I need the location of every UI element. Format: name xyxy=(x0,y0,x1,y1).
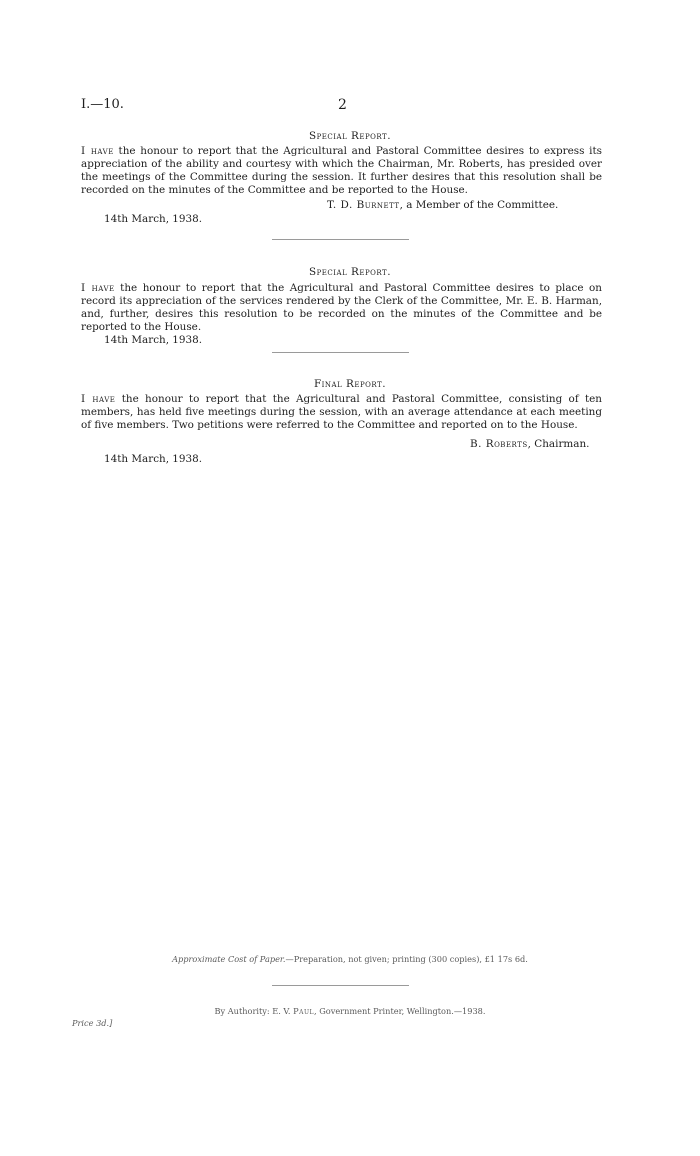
authority-prefix: By Authority: E. V. xyxy=(214,1006,294,1016)
signature-name: T. D. Burnett xyxy=(327,199,400,211)
report-text: the honour to report that the Agricultural and Pastoral Committee desires to express its appreciation of the ability and courtesy with which the Chairman, Mr. Roberts, has presided over the meetings of the Committee during the session. It further desires that this resolution shall be recorded on the minutes of the Committee and be reported to the House. xyxy=(81,145,602,196)
report-body-final xyxy=(81,393,602,432)
report-date-1: 14th March, 1938. xyxy=(104,213,203,225)
report-heading-final: Final Report. xyxy=(313,378,387,390)
cost-note xyxy=(0,954,700,964)
page-number: 2 xyxy=(338,97,347,113)
section-divider-2 xyxy=(272,352,409,353)
printer-name: Paul xyxy=(293,1006,315,1016)
cost-text: —Preparation, not given; printing (300 copies), £1 17s 6d. xyxy=(285,954,528,964)
signature-roberts xyxy=(470,438,589,450)
report-body-special-2 xyxy=(81,282,602,334)
report-text: the honour to report that the Agricultural and Pastoral Committee, consisting of ten members, has held five meetings during the session, with an average attendance at each meeting of five members. Two petitions were referred to the Committee and reported on to the House. xyxy=(81,393,602,431)
signature-role: , a Member of the Committee. xyxy=(399,199,559,211)
section-divider-1 xyxy=(272,239,409,240)
signature-name: B. Roberts xyxy=(470,438,528,450)
signature-role: , Chairman. xyxy=(527,438,590,450)
report-heading-special-2: Special Report. xyxy=(308,266,392,278)
printer-imprint xyxy=(0,1006,700,1016)
footer-divider xyxy=(272,985,409,986)
report-text: the honour to report that the Agricultural and Pastoral Committee desires to place on record its appreciation of the services rendered by the Clerk of the Committee, Mr. E. B. Harman, and, further, desires this resolution to be recorded on the minutes of the Committee and be reported to the House. xyxy=(81,282,602,333)
report-date-2: 14th March, 1938. xyxy=(104,334,203,346)
signature-burnett xyxy=(327,199,558,211)
cost-label: Approximate Cost of Paper. xyxy=(172,954,286,964)
report-lead: I have xyxy=(81,282,115,294)
page-reference: I.—10. xyxy=(81,97,124,112)
report-heading-special-1: Special Report. xyxy=(308,130,392,142)
authority-suffix: , Government Printer, Wellington.—1938. xyxy=(314,1006,486,1016)
report-lead: I have xyxy=(81,393,116,405)
report-lead: I have xyxy=(81,145,114,157)
report-body-special-1 xyxy=(81,145,602,197)
report-date-3: 14th March, 1938. xyxy=(104,453,203,465)
price: Price 3d.] xyxy=(72,1018,113,1028)
